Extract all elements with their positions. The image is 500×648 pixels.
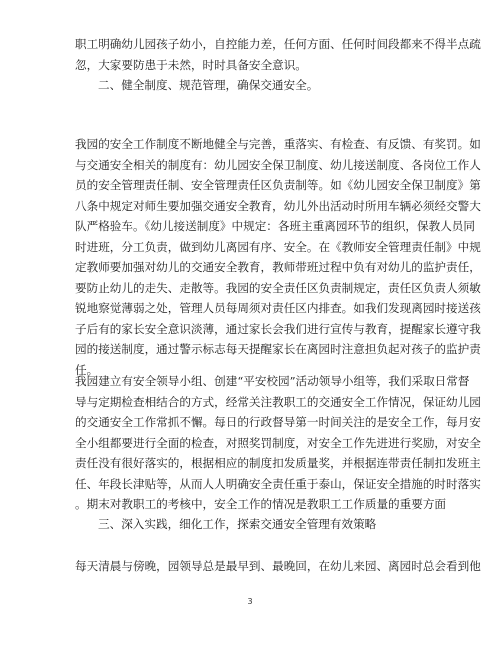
text-line: 锐地察觉薄弱之处，管理人员每周须对责任区内排查。如我们发现离园时接送孩 — [75, 301, 481, 315]
text-line: 八条中规定对师生要加强交通安全教育，幼儿外出活动时所用车辆必须经交警大 — [75, 198, 481, 213]
text-line: 的交通安全工作常抓不懈。每日的行政督导第一时间关注的是安全工作，每月安 — [75, 415, 481, 429]
text-line: 每天清晨与傍晚，园领导总是最早到、最晚回，在幼儿来园、离园时总会看到他 — [75, 559, 481, 573]
text-line: 职工明确幼儿园孩子幼小，自控能力差，任何方面、任何时间段都来不得半点疏 — [75, 37, 481, 51]
text-line: 要防止幼儿的走失、走散等。我园的安全责任区负责制规定，责任区负责人须敏 — [75, 280, 481, 295]
paragraph-2 — [75, 134, 481, 380]
text-line: 定教师要加强对幼儿的交通安全教育，教师带班过程中负有对幼儿的监护责任， — [75, 260, 481, 274]
text-line: 子后有的家长安全意识淡薄，通过家长会我们进行宣传与教育，提醒家长遵守我 — [75, 321, 481, 336]
text-line: 。期末对教职工的考核中，安全工作的情况是教职工工作质量的重要方面 — [75, 497, 447, 511]
text-line: 我园的安全工作制度不断地健全与完善，重落实、有检查、有反馈、有奖罚。如 — [75, 137, 481, 151]
text-line: 导与定期检查相结合的方式，经常关注教职工的交通安全工作情况，保证幼儿园 — [75, 394, 481, 409]
text-line: 任。 — [75, 362, 99, 377]
text-line: 员的安全管理责任制、安全管理责任区负责制等。如《幼儿园安全保卫制度》第 — [75, 178, 481, 192]
text-line: 我园建立有安全领导小组、创建“平安校园”活动领导小组等，我们采取日常督 — [75, 374, 470, 388]
paragraph-4 — [75, 556, 481, 577]
text-line: 园的接送制度，通过警示标志每天提醒家长在离园时注意担负起对孩子的监护责 — [75, 342, 481, 356]
text-line: 任、年段长津贴等，从而人人明确安全责任重于泰山，保证安全措施的时时落实 — [75, 476, 481, 491]
text-line: 全小组都要进行全面的检查，对照奖罚制度，对安全工作先进进行奖励，对安全 — [75, 435, 481, 450]
text-line: 时进班，分工负责，做到幼儿离园有序、安全。在《教师安全管理责任制》中规 — [75, 239, 481, 254]
page-number: 3 — [247, 597, 253, 606]
section-heading-3: 三、深入实践，细化工作，探索交通安全管理有效策略 — [98, 517, 377, 531]
paragraph-3 — [75, 371, 481, 515]
paragraph-1 — [75, 34, 481, 75]
text-line: 责任没有很好落实的，根据相应的制度扣发质量奖，并根据连带责任制扣发班主 — [75, 456, 481, 470]
text-line: 忽，大家要防患于未然，时时具备安全意识。 — [75, 57, 307, 72]
section-heading-2: 二、健全制度、规范管理，确保交通安全。 — [98, 78, 319, 92]
text-line: 与交通安全相关的制度有：幼儿园安全保卫制度、幼儿接送制度、各岗位工作人 — [75, 157, 481, 172]
text-line: 队严格验车。《幼儿接送制度》中规定：各班主重离园环节的组织，保教人员同 — [75, 219, 475, 233]
